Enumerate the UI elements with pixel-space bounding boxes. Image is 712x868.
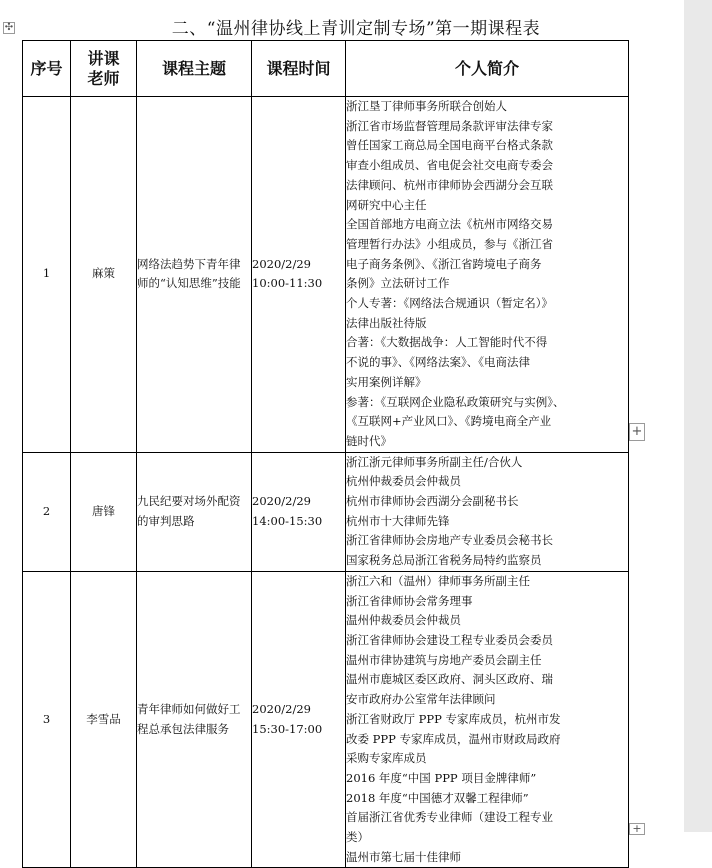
header-teacher-line2: 老师 [87,68,120,88]
intro-line: 改委 PPP 专家库成员，温州市财政局政府 [346,731,561,746]
table-add-row-button[interactable]: + [629,423,645,441]
intro-line: 浙江省财政厅 PPP 专家库成员，杭州市发 [346,711,561,726]
cell-time [252,571,346,868]
intro-line: 条例》立法研讨工作 [346,276,450,291]
cell-topic: 青年律师如何做好工程总承包法律服务 [137,571,252,868]
intro-line: 杭州市律师协会西湖分会副秘书长 [346,494,519,509]
intro-line: 采购专家库成员 [346,751,427,766]
cell-teacher: 李雪品 [71,571,137,868]
intro-line: 合著：《大数据战争：人工智能时代不得 [346,335,548,350]
intro-line: 温州仲裁委员会仲裁员 [346,613,461,628]
intro-line: 全国首部地方电商立法《杭州市网络交易 [346,217,553,232]
intro-line: 链时代》 [346,433,392,448]
intro-line: 不说的事》、《网络法案》、《电商法律 [346,355,530,370]
cell-time [252,452,346,571]
table-row [23,571,629,868]
cell-topic: 九民纪要对场外配资的审判思路 [137,452,252,571]
cell-teacher: 唐锋 [71,452,137,571]
intro-line: 浙江浙元律师事务所副主任/合伙人 [346,454,523,469]
table-row [23,452,629,571]
cell-index: 2 [23,452,71,571]
header-teacher-line1: 讲课 [87,48,120,68]
intro-line: 法律顾问、杭州市律师协会西湖分会互联 [346,177,553,192]
intro-line: 温州市律协建筑与房地产委员会副主任 [346,652,542,667]
cell-time [252,97,346,453]
cell-date: 2020/2/29 [252,256,311,271]
intro-line: 杭州仲裁委员会仲裁员 [346,474,461,489]
intro-line: 实用案例详解》 [346,374,427,389]
cell-index: 1 [23,97,71,453]
intro-line: 类） [346,830,369,845]
header-intro: 个人简介 [346,41,629,97]
intro-line: 管理暂行办法》小组成员，参与《浙江省 [346,236,553,251]
intro-line: 浙江垦丁律师事务所联合创始人 [346,99,507,113]
intro-line: 国家税务总局浙江省税务局特约监察员 [346,553,542,568]
intro-line: 2016 年度“中国 PPP 项目金牌律师” [346,770,537,785]
intro-line: 2018 年度“中国德才双馨工程律师” [346,790,529,805]
cell-topic: 网络法趋势下青年律师的“认知思维”技能 [137,97,252,453]
cell-intro [346,571,629,868]
table-row [23,97,629,453]
table-header-row [23,41,629,97]
intro-line: 浙江省市场监督管理局条款评审法律专家 [346,118,553,133]
intro-line: 首届浙江省优秀专业律师（建设工程专业 [346,810,553,825]
cell-index: 3 [23,571,71,868]
editor-right-gutter [684,0,712,832]
intro-line: 杭州市十大律师先锋 [346,513,450,528]
intro-line: 电子商务条例》、《浙江省跨境电子商务 [346,256,542,271]
intro-line: 个人专著：《网络法合规通识（暂定名）》 [346,296,553,311]
intro-line: 浙江省律师协会房地产专业委员会秘书长 [346,533,553,548]
intro-line: 浙江省律师协会常务理事 [346,593,473,608]
cell-date: 2020/2/29 [252,494,311,509]
cell-date: 2020/2/29 [252,701,311,716]
cell-intro [346,97,629,453]
header-time: 课程时间 [252,41,346,97]
intro-line: 参著：《互联网企业隐私政策研究与实例》、 [346,394,565,409]
intro-line: 网研究中心主任 [346,197,427,212]
intro-line: 《互联网+产业风口》、《跨境电商全产业 [346,414,552,429]
intro-line: 审查小组成员、省电促会社交电商专委会 [346,158,553,173]
table-move-handle-icon[interactable]: ✣ [4,22,14,33]
intro-line: 曾任国家工商总局全国电商平台格式条款 [346,138,553,153]
cell-intro [346,452,629,571]
intro-line: 安市政府办公室常年法律顾问 [346,692,496,707]
header-index: 序号 [23,41,71,97]
intro-line: 浙江省律师协会建设工程专业委员会委员 [346,632,553,647]
intro-line: 温州市鹿城区委区政府、洞头区政府、瑞 [346,672,553,687]
cell-time-range: 10:00-11:30 [252,276,323,291]
course-table [22,40,629,868]
intro-line: 法律出版社待版 [346,315,427,330]
document-title: 二、“温州律协线上青训定制专场”第一期课程表 [171,19,541,39]
cell-teacher: 麻策 [71,97,137,453]
cell-time-range: 15:30-17:00 [252,721,323,736]
intro-line: 温州市第七届十佳律师 [346,849,461,864]
intro-line: 浙江六和（温州）律师事务所副主任 [346,573,530,588]
header-teacher [71,41,137,97]
header-topic: 课程主题 [137,41,252,97]
table-add-row-button-bottom[interactable]: + [629,823,645,835]
cell-time-range: 14:00-15:30 [252,513,323,528]
